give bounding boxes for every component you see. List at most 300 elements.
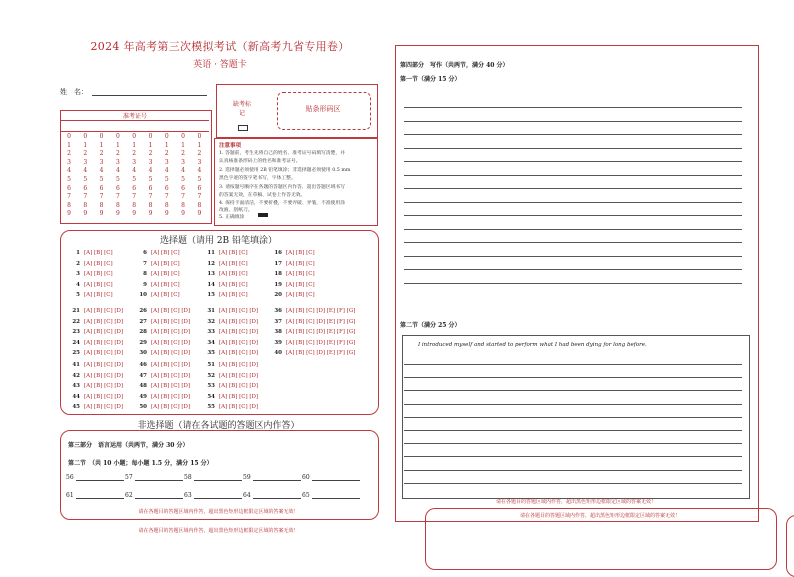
choice-question[interactable] <box>270 329 355 335</box>
answer-options[interactable]: [A] [B] [C] [D] <box>151 393 191 400</box>
blank-item[interactable] <box>243 474 301 481</box>
writing-line[interactable] <box>404 430 742 431</box>
choice-question[interactable] <box>203 362 258 368</box>
question-number: 19 <box>274 281 282 288</box>
question-number: 12 <box>207 260 215 267</box>
answer-options[interactable]: [A] [B] [C] <box>84 250 113 256</box>
question-number: 41 <box>72 362 80 368</box>
question-number: 51 <box>207 362 215 368</box>
answer-options[interactable]: [A] [B] [C] <box>151 281 180 288</box>
exam-digit[interactable]: 9 <box>132 210 137 218</box>
choice-question[interactable] <box>68 394 123 400</box>
exam-digit-column[interactable] <box>160 133 174 219</box>
exam-digit[interactable]: 0 <box>197 133 202 140</box>
choice-question[interactable] <box>135 319 190 325</box>
writing-line[interactable] <box>404 175 742 176</box>
exam-digit[interactable]: 7 <box>99 193 104 201</box>
answer-options[interactable]: [A] [B] [C] <box>151 292 180 298</box>
exam-digit[interactable]: 8 <box>132 201 137 209</box>
exam-digit[interactable]: 2 <box>99 150 104 158</box>
choice-question[interactable] <box>135 261 180 267</box>
answer-options[interactable]: [A] [B] [C] [D] <box>219 383 259 389</box>
exam-digit[interactable]: 7 <box>164 193 169 201</box>
exam-digit[interactable]: 0 <box>115 133 120 140</box>
blank-number: 56 <box>66 474 74 481</box>
blank-item[interactable] <box>302 492 360 499</box>
notice-title: 注意事项 <box>219 143 242 149</box>
exam-digit[interactable]: 5 <box>99 175 104 183</box>
choice-question[interactable] <box>203 404 258 410</box>
exam-digit[interactable]: 8 <box>148 201 153 209</box>
exam-number-cells[interactable] <box>61 120 209 132</box>
notice-line: 5. 正确填涂 <box>219 215 245 220</box>
writing-section2-prompt: I introduced myself and started to perform what I had been dying for long before. <box>418 342 647 348</box>
exam-digit[interactable]: 9 <box>148 210 153 218</box>
answer-options[interactable]: [A] [B] [C] <box>286 281 315 288</box>
answer-options[interactable]: [A] [B] [C] [D] <box>151 404 191 410</box>
answer-options[interactable]: [A] [B] [C] <box>286 271 315 277</box>
choice-question[interactable] <box>135 383 190 389</box>
exam-digit[interactable]: 1 <box>67 141 71 149</box>
exam-digit[interactable]: 8 <box>197 201 202 209</box>
blank-item[interactable] <box>184 492 242 499</box>
answer-options[interactable]: [A] [B] [C] [D] <box>151 329 191 335</box>
writing-line[interactable] <box>404 148 742 149</box>
writing-line[interactable] <box>404 202 742 203</box>
answer-options[interactable]: [A] [B] [C] [D] <box>151 383 191 389</box>
question-number: 47 <box>139 372 147 379</box>
exam-digit[interactable]: 2 <box>115 150 120 158</box>
exam-digit[interactable]: 3 <box>83 158 88 166</box>
answer-options[interactable]: [A] [B] [C] [D] <box>84 339 124 346</box>
exam-digit[interactable]: 4 <box>83 167 88 175</box>
exam-digit[interactable]: 6 <box>164 184 169 192</box>
answer-options[interactable]: [A] [B] [C] [D] [E] [F] [G] <box>286 308 356 314</box>
writing-line[interactable] <box>404 390 742 391</box>
writing-line[interactable] <box>404 121 742 122</box>
exam-digit[interactable]: 1 <box>83 141 88 149</box>
choice-question[interactable] <box>135 250 180 256</box>
choice-question[interactable] <box>270 308 355 314</box>
choice-question[interactable] <box>203 340 258 346</box>
writing-section1-title: 第一节（满分 15 分） <box>400 76 461 83</box>
writing-line[interactable] <box>404 256 742 257</box>
choice-question[interactable] <box>270 340 355 346</box>
blank-number: 60 <box>302 474 310 481</box>
notice-line: 认真核准条形码上的姓名和准考证号。 <box>219 159 301 164</box>
choice-question[interactable] <box>270 250 315 256</box>
notice-line: 1. 答题前，考生先将自己的姓名、准考证号码填写清楚，并 <box>219 151 346 156</box>
choice-question[interactable] <box>68 383 123 389</box>
choice-question[interactable] <box>135 308 190 314</box>
exam-digit[interactable]: 4 <box>99 167 104 175</box>
exam-digit[interactable]: 5 <box>148 175 153 183</box>
choice-question[interactable] <box>68 308 123 314</box>
writing-line[interactable] <box>404 364 742 365</box>
answer-options[interactable]: [A] [B] [C] [D] <box>219 308 259 314</box>
question-number: 17 <box>274 260 282 267</box>
exam-digit[interactable]: 5 <box>164 175 169 183</box>
blank-item[interactable] <box>184 474 242 481</box>
notice-line: 的答案无效，在草稿、试卷上作答无效。 <box>219 193 306 198</box>
answer-options[interactable]: [A] [B] [C] [D] <box>84 329 124 335</box>
exam-digit[interactable]: 6 <box>197 184 202 192</box>
writing-line[interactable] <box>404 377 742 378</box>
exam-digit[interactable]: 7 <box>83 193 88 201</box>
question-number: 53 <box>207 383 215 389</box>
choice-question[interactable] <box>203 383 258 389</box>
answer-options[interactable]: [A] [B] [C] [D] <box>84 393 124 400</box>
writing-line[interactable] <box>404 188 742 189</box>
choice-question[interactable] <box>270 319 355 325</box>
exam-digit-column[interactable] <box>176 133 190 219</box>
answer-options[interactable]: [A] [B] [C] <box>219 260 248 267</box>
choice-question[interactable] <box>203 329 258 335</box>
exam-digit[interactable]: 6 <box>148 184 153 192</box>
exam-digit[interactable]: 7 <box>148 193 153 201</box>
exam-digit[interactable]: 7 <box>181 193 185 201</box>
choice-question[interactable] <box>68 282 113 288</box>
exam-digit[interactable]: 2 <box>132 150 137 158</box>
answer-options[interactable]: [A] [B] [C] [D] <box>151 318 191 325</box>
writing-line[interactable] <box>404 443 742 444</box>
answer-options[interactable]: [A] [B] [C] [D] <box>219 393 259 400</box>
exam-digit[interactable]: 9 <box>99 210 104 218</box>
question-number: 6 <box>143 250 147 256</box>
writing-line[interactable] <box>404 242 742 243</box>
exam-digit[interactable]: 3 <box>197 158 202 166</box>
blank-item[interactable] <box>243 492 301 499</box>
choice-question[interactable] <box>68 329 123 335</box>
choice-question[interactable] <box>270 282 315 288</box>
exam-digit[interactable]: 5 <box>67 175 71 183</box>
choice-question[interactable] <box>68 271 113 277</box>
exam-digit[interactable]: 7 <box>197 193 202 201</box>
writing-line[interactable] <box>404 107 742 108</box>
choice-question[interactable] <box>203 261 248 267</box>
answer-options[interactable]: [A] [B] [C] [D] <box>84 350 124 356</box>
exam-digit[interactable]: 8 <box>115 201 120 209</box>
choice-question[interactable] <box>270 292 315 298</box>
answer-options[interactable]: [A] [B] [C] [D] <box>151 308 191 314</box>
exam-digit[interactable]: 2 <box>181 150 185 158</box>
answer-options[interactable]: [A] [B] [C] <box>84 292 113 298</box>
choice-question[interactable] <box>203 350 258 356</box>
answer-options[interactable]: [A] [B] [C] [D] <box>84 404 124 410</box>
exam-digit[interactable]: 1 <box>132 141 137 149</box>
answer-options[interactable]: [A] [B] [C] <box>219 271 248 277</box>
exam-digit[interactable]: 2 <box>83 150 88 158</box>
exam-digit[interactable]: 3 <box>181 158 185 166</box>
exam-digit[interactable]: 9 <box>115 210 120 218</box>
question-number: 5 <box>76 292 80 298</box>
blank-line[interactable] <box>135 474 183 481</box>
name-label: 姓 名： <box>60 88 88 96</box>
exam-digit[interactable]: 9 <box>67 210 71 218</box>
exam-digit[interactable]: 6 <box>181 184 185 192</box>
answer-options[interactable]: [A] [B] [C] <box>84 271 113 277</box>
answer-options[interactable]: [A] [B] [C] [D] <box>151 372 191 379</box>
question-number: 16 <box>274 250 282 256</box>
exam-digit[interactable]: 8 <box>67 201 71 209</box>
answer-options[interactable]: [A] [B] [C] [D] <box>84 372 124 379</box>
blank-item[interactable] <box>66 492 124 499</box>
answer-options[interactable]: [A] [B] [C] [D] <box>84 308 124 314</box>
choice-question[interactable] <box>135 350 190 356</box>
writing-section2-title: 第二节（满分 25 分） <box>400 322 461 329</box>
exam-digit-column[interactable] <box>127 133 141 219</box>
question-number: 25 <box>72 350 80 356</box>
answer-options[interactable]: [A] [B] [C] [D] <box>219 318 259 325</box>
exam-digit[interactable]: 3 <box>115 158 120 166</box>
exam-digit[interactable]: 2 <box>164 150 169 158</box>
choice-question[interactable] <box>203 308 258 314</box>
question-number: 29 <box>139 339 147 346</box>
answer-options[interactable]: [A] [B] [C] [D] <box>151 339 191 346</box>
answer-options[interactable]: [A] [B] [C] [D] <box>219 372 259 379</box>
question-number: 43 <box>72 383 80 389</box>
writing-line[interactable] <box>404 229 742 230</box>
exam-digit[interactable]: 1 <box>164 141 169 149</box>
exam-digit[interactable]: 0 <box>83 133 88 140</box>
exam-digit[interactable]: 7 <box>67 193 71 201</box>
answer-options[interactable]: [A] [B] [C] [D] <box>219 362 259 368</box>
exam-digit[interactable]: 0 <box>164 133 169 140</box>
barcode-label: 贴条形码区 <box>305 105 341 113</box>
choice-question[interactable] <box>203 250 248 256</box>
choice-question[interactable] <box>135 362 190 368</box>
choice-question[interactable] <box>68 250 113 256</box>
exam-digit[interactable]: 0 <box>181 133 185 140</box>
exam-digit-column[interactable] <box>95 133 109 219</box>
answer-options[interactable]: [A] [B] [C] [D] <box>151 362 191 368</box>
answer-options[interactable]: [A] [B] [C] <box>286 292 315 298</box>
answer-options[interactable]: [A] [B] [C] [D] <box>151 350 191 356</box>
choice-question[interactable] <box>68 261 113 267</box>
choice-question[interactable] <box>135 340 190 346</box>
writing-line[interactable] <box>404 283 742 284</box>
exam-digit[interactable]: 8 <box>181 201 185 209</box>
blank-item[interactable] <box>125 492 183 499</box>
exam-digit[interactable]: 1 <box>181 141 185 149</box>
answer-options[interactable]: [A] [B] [C] [D] <box>84 318 124 325</box>
exam-digit[interactable]: 4 <box>148 167 153 175</box>
answer-options[interactable]: [A] [B] [C] <box>84 281 113 288</box>
exam-digit[interactable]: 6 <box>83 184 88 192</box>
answer-options[interactable]: [A] [B] [C] <box>219 292 248 298</box>
blank-number: 65 <box>302 492 310 499</box>
choice-question[interactable] <box>203 319 258 325</box>
exam-digit[interactable]: 8 <box>99 201 104 209</box>
exam-digit[interactable]: 3 <box>148 158 153 166</box>
exam-digit[interactable]: 7 <box>132 193 137 201</box>
writing-line[interactable] <box>404 404 742 405</box>
choice-question[interactable] <box>135 292 180 298</box>
exam-digit[interactable]: 0 <box>132 133 137 140</box>
exam-digit[interactable]: 6 <box>132 184 137 192</box>
answer-options[interactable]: [A] [B] [C] [D] [E] [F] [G] <box>286 350 356 356</box>
choice-question[interactable] <box>68 362 123 368</box>
choice-question[interactable] <box>203 271 248 277</box>
answer-options[interactable]: [A] [B] [C] [D] [E] [F] [G] <box>286 318 356 325</box>
question-number: 10 <box>139 292 147 298</box>
answer-options[interactable]: [A] [B] [C] [D] <box>84 362 124 368</box>
exam-digit[interactable]: 9 <box>164 210 169 218</box>
choice-question[interactable] <box>68 319 123 325</box>
choice-question[interactable] <box>135 394 190 400</box>
question-number: 28 <box>139 329 147 335</box>
choice-question[interactable] <box>135 282 180 288</box>
question-number: 8 <box>143 271 147 277</box>
choice-question[interactable] <box>270 350 355 356</box>
question-number: 33 <box>207 329 215 335</box>
exam-digit-column[interactable] <box>78 133 92 219</box>
exam-digit[interactable]: 4 <box>164 167 169 175</box>
exam-digit[interactable]: 4 <box>197 167 202 175</box>
blank-line[interactable] <box>194 474 242 481</box>
blank-line[interactable] <box>312 474 360 481</box>
choice-question[interactable] <box>203 292 248 298</box>
choice-question[interactable] <box>68 292 113 298</box>
answer-options[interactable]: [A] [B] [C] [D] <box>219 329 259 335</box>
exam-digit[interactable]: 0 <box>67 133 71 140</box>
exam-digit[interactable]: 3 <box>67 158 71 166</box>
blank-item[interactable] <box>302 474 360 481</box>
answer-options[interactable]: [A] [B] [C] [D] <box>219 404 259 410</box>
answer-options[interactable]: [A] [B] [C] <box>84 260 113 267</box>
exam-digit[interactable]: 0 <box>99 133 104 140</box>
exam-digit[interactable]: 0 <box>148 133 153 140</box>
exam-digit-column[interactable] <box>192 133 206 219</box>
exam-digit[interactable]: 6 <box>115 184 120 192</box>
choice-question[interactable] <box>135 373 190 379</box>
blank-line[interactable] <box>253 492 301 499</box>
exam-digit[interactable]: 5 <box>83 175 88 183</box>
exam-digit[interactable]: 6 <box>99 184 104 192</box>
exam-digit[interactable]: 1 <box>99 141 104 149</box>
exam-digit[interactable]: 6 <box>67 184 71 192</box>
exam-digit[interactable]: 4 <box>67 167 71 175</box>
exam-digit[interactable]: 9 <box>197 210 202 218</box>
choice-question[interactable] <box>203 282 248 288</box>
question-number: 49 <box>139 393 147 400</box>
answer-options[interactable]: [A] [B] [C] <box>151 260 180 267</box>
blank-line[interactable] <box>76 492 124 499</box>
exam-digit[interactable]: 1 <box>115 141 120 149</box>
choice-question[interactable] <box>270 271 315 277</box>
question-number: 22 <box>72 318 80 325</box>
exam-digit-column[interactable] <box>111 133 125 219</box>
answer-options[interactable]: [A] [B] [C] <box>286 250 315 256</box>
exam-digit[interactable]: 5 <box>181 175 185 183</box>
exam-digit[interactable]: 5 <box>197 175 202 183</box>
exam-digit[interactable]: 3 <box>132 158 137 166</box>
exam-digit[interactable]: 2 <box>148 150 153 158</box>
answer-options[interactable]: [A] [B] [C] <box>151 250 180 256</box>
exam-digit[interactable]: 8 <box>164 201 169 209</box>
answer-options[interactable]: [A] [B] [C] [D] <box>219 339 259 346</box>
choice-question[interactable] <box>68 404 123 410</box>
name-field[interactable] <box>92 95 207 96</box>
exam-digit[interactable]: 4 <box>115 167 120 175</box>
blank-line[interactable] <box>76 474 124 481</box>
answer-options[interactable]: [A] [B] [C] <box>219 250 248 256</box>
exam-digit[interactable]: 4 <box>132 167 137 175</box>
exam-digit[interactable]: 4 <box>181 167 185 175</box>
choice-question[interactable] <box>270 261 315 267</box>
choice-question[interactable] <box>68 340 123 346</box>
exam-digit[interactable]: 3 <box>164 158 169 166</box>
answer-options[interactable]: [A] [B] [C] [D] [E] [F] [G] <box>286 329 356 335</box>
writing-line[interactable] <box>404 483 742 484</box>
writing-line[interactable] <box>404 134 742 135</box>
blank-line[interactable] <box>135 492 183 499</box>
writing-line[interactable] <box>404 417 742 418</box>
choice-question[interactable] <box>135 329 190 335</box>
choice-title: 选择题（请用 2B 铅笔填涂） <box>159 236 278 246</box>
blank-line[interactable] <box>194 492 242 499</box>
exam-digit[interactable]: 5 <box>115 175 120 183</box>
choice-question[interactable] <box>68 373 123 379</box>
choice-question[interactable] <box>135 404 190 410</box>
absent-checkbox[interactable] <box>238 125 248 131</box>
writing-line[interactable] <box>404 470 742 471</box>
answer-options[interactable]: [A] [B] [C] <box>151 271 180 277</box>
notice-line: 改液、刮纸刀。 <box>219 208 253 213</box>
blank-line[interactable] <box>312 492 360 499</box>
blank-number: 57 <box>125 474 133 481</box>
warning-text: 请在各题目的答题区域内作答，超出黑色矩形边框限定区域的答案无效！ <box>138 528 299 534</box>
writing-line[interactable] <box>404 456 742 457</box>
exam-digit[interactable]: 2 <box>67 150 71 158</box>
exam-digit[interactable]: 1 <box>148 141 153 149</box>
answer-options[interactable]: [A] [B] [C] <box>219 281 248 288</box>
answer-options[interactable]: [A] [B] [C] [D] <box>219 350 259 356</box>
choice-question[interactable] <box>68 350 123 356</box>
blank-item[interactable] <box>66 474 124 481</box>
exam-digit-column[interactable] <box>144 133 158 219</box>
writing-line[interactable] <box>404 269 742 270</box>
blank-number: 61 <box>66 492 74 499</box>
writing-line[interactable] <box>404 215 742 216</box>
writing-line[interactable] <box>404 161 742 162</box>
sample-fill-mark <box>258 213 268 217</box>
exam-digit[interactable]: 5 <box>132 175 137 183</box>
choice-question[interactable] <box>203 394 258 400</box>
exam-digit-column[interactable] <box>62 133 76 219</box>
choice-question[interactable] <box>203 373 258 379</box>
blank-line[interactable] <box>253 474 301 481</box>
blank-item[interactable] <box>125 474 183 481</box>
exam-digit[interactable]: 7 <box>115 193 120 201</box>
blank-number: 64 <box>243 492 251 499</box>
answer-options[interactable]: [A] [B] [C] [D] <box>84 383 124 389</box>
exam-digit[interactable]: 9 <box>181 210 185 218</box>
exam-digit[interactable]: 3 <box>99 158 104 166</box>
exam-digit[interactable]: 1 <box>197 141 202 149</box>
exam-digit[interactable]: 8 <box>83 201 88 209</box>
choice-question[interactable] <box>135 271 180 277</box>
question-number: 15 <box>207 292 215 298</box>
answer-options[interactable]: [A] [B] [C] <box>286 260 315 267</box>
exam-digit[interactable]: 2 <box>197 150 202 158</box>
warning-text: 请在各题目的答题区域内作答，超出黑色矩形边框限定区域的答案无效！ <box>519 513 680 519</box>
question-number: 45 <box>72 404 80 410</box>
exam-digit[interactable]: 9 <box>83 210 88 218</box>
answer-options[interactable]: [A] [B] [C] [D] [E] [F] [G] <box>286 339 356 346</box>
question-number: 38 <box>274 329 282 335</box>
question-number: 35 <box>207 350 215 356</box>
